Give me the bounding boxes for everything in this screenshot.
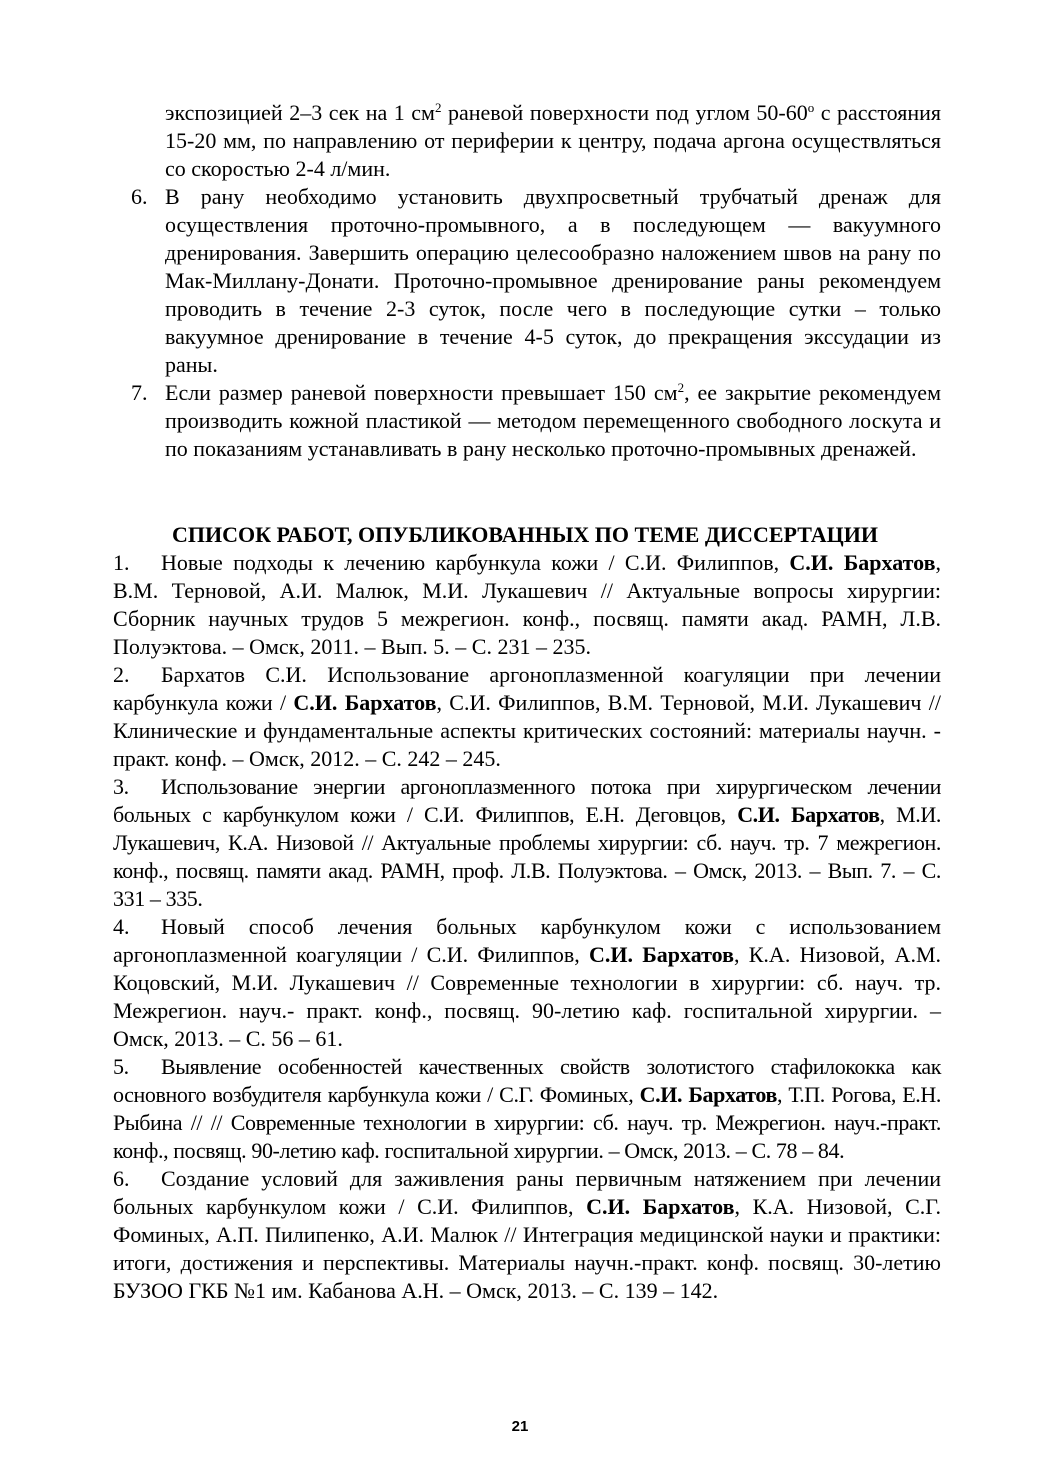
superscript-cm2: 2 (677, 380, 685, 395)
publication-text-continued: , С.И. Филиппов, В.М. Терновой, М.И. Лукашевич // Клинические и фундаментальные аспекты критических состояний: материалы научн. - практ. конф. – Омск, 2012. – С. 242 – 245. (113, 690, 941, 771)
list-item-text-continued: , ее закрытие рекомендуем производить кожной пластикой — методом перемещенного свободного лоскута и по показаниям устанавливать в рану несколько проточно-промывных дренажей. (165, 380, 941, 461)
publication-number: 4. (113, 914, 130, 939)
continuation-text-2: раневой поверхности под углом 50-60 (441, 100, 808, 125)
publication-text-continued: , К.А. Низовой, А.М. Коцовский, М.И. Лукашевич // Современные технологии в хирургии: сб. науч. тр. Межрегион. науч.- практ. конф., посвящ. 90-летию каф. госпитальной хирургии. – Омск, 2013. – С. 56 – 61. (113, 942, 941, 1051)
page-number: 21 (511, 1418, 529, 1435)
publication-item (113, 773, 941, 913)
continuation-text-1: экспозицией 2–3 сек на 1 см (165, 100, 435, 125)
publication-number: 2. (113, 662, 130, 687)
publication-text-continued: , Т.П. Рогова, Е.Н. Рыбина // // Современные технологии в хирургии: сб. науч. тр. Межрегион. науч.-практ. конф., посвящ. 90-летию каф. госпитальной хирургии. – Омск, 2013. – С. 78 – 84. (113, 1082, 941, 1163)
publication-number: 1. (113, 550, 130, 575)
publication-number: 6. (113, 1166, 130, 1191)
publication-text: Выявление особенностей качественных свойств золотистого стафилококка как основного возбудителя карбункула кожи / С.Г. Фоминых, (113, 1054, 941, 1107)
list-item-text: В рану необходимо установить двухпросветный трубчатый дренаж для осуществления проточно-промывного, а в последующем — вакуумного дренирования. Завершить операцию целесообразно наложением швов на рану по Мак-Миллану-Донати. Проточно-промывное дренирование раны рекомендуем проводить в течение 2-3 суток, после чего в последующие сутки – только вакуумное дренирование в течение 4-5 суток, до прекращения экссудации из раны. (165, 184, 941, 377)
author-highlight: С.И. Бархатов (588, 942, 735, 967)
superscript-degree: о (807, 100, 815, 115)
list-item-6 (131, 183, 941, 379)
publication-text: Создание условий для заживления раны первичным натяжением при лечении больных карбункулом кожи / С.И. Филиппов, (113, 1166, 941, 1219)
section-heading: СПИСОК РАБОТ, ОПУБЛИКОВАННЫХ ПО ТЕМЕ ДИССЕРТАЦИИ (171, 522, 879, 547)
publication-text: Новые подходы к лечению карбункула кожи / С.И. Филиппов, (161, 550, 790, 575)
publication-text-continued: , В.М. Терновой, А.И. Малюк, М.И. Лукашевич // Актуальные вопросы хирургии: Сборник научных трудов 5 межрегион. конф., посвящ. памяти акад. РАМН, Л.В. Полуэктова. – Омск, 2011. – Вып. 5. – С. 231 – 235. (113, 550, 941, 659)
publication-item (113, 1165, 941, 1305)
publication-text: Бархатов С.И. Использование аргоноплазменной коагуляции при лечении карбункула кожи / (113, 662, 941, 715)
list-item-number: 6. (131, 184, 148, 209)
publication-text: Использование энергии аргоноплазменного потока при хирургическом лечении больных с карбункулом кожи / С.И. Филиппов, Е.Н. Деговцов, (113, 774, 941, 827)
publication-item (113, 1053, 941, 1165)
publication-number: 3. (113, 774, 129, 799)
list-item-number: 7. (131, 380, 148, 405)
publication-list (113, 549, 941, 1305)
continuation-text-3: с расстояния 15-20 мм, по направлению от периферии к центру, подача аргона осуществляться со скоростью 2-4 л/мин. (165, 100, 942, 181)
author-highlight: С.И. Бархатов (586, 1194, 735, 1219)
author-highlight: С.И. Бархатов (293, 690, 437, 715)
publication-text-continued: , К.А. Низовой, С.Г. Фоминых, А.П. Пилипенко, А.И. Малюк // Интеграция медицинской науки и практики: итоги, достижения и перспективы. Материалы научн.-практ. конф. посвящ. 30-летию БУЗОО ГКБ №1 им. Кабанова А.Н. – Омск, 2013. – С. 139 – 142. (113, 1194, 941, 1303)
list-item-7 (131, 379, 941, 463)
author-highlight: С.И. Бархатов (737, 802, 880, 827)
publication-item (113, 549, 941, 661)
publication-number: 5. (113, 1054, 129, 1079)
publication-item (113, 913, 941, 1053)
author-highlight: С.И. Бархатов (639, 1082, 777, 1107)
list-item-text: Если размер раневой поверхности превышает 150 см (165, 380, 678, 405)
continuation-paragraph (165, 99, 941, 183)
superscript-cm2: 2 (434, 100, 442, 115)
publication-text-continued: , М.И. Лукашевич, К.А. Низовой // Актуальные проблемы хирургии: сб. науч. тр. 7 межрегион. конф., посвящ. памяти акад. РАМН, проф. Л.В. Полуэктова. – Омск, 2013. – Вып. 7. – С. 331 – 335. (113, 802, 941, 911)
publication-text: Новый способ лечения больных карбункулом кожи с использованием аргоноплазменной коагуляции / С.И. Филиппов, (113, 914, 941, 967)
author-highlight: С.И. Бархатов (789, 550, 936, 575)
publication-item (113, 661, 941, 773)
